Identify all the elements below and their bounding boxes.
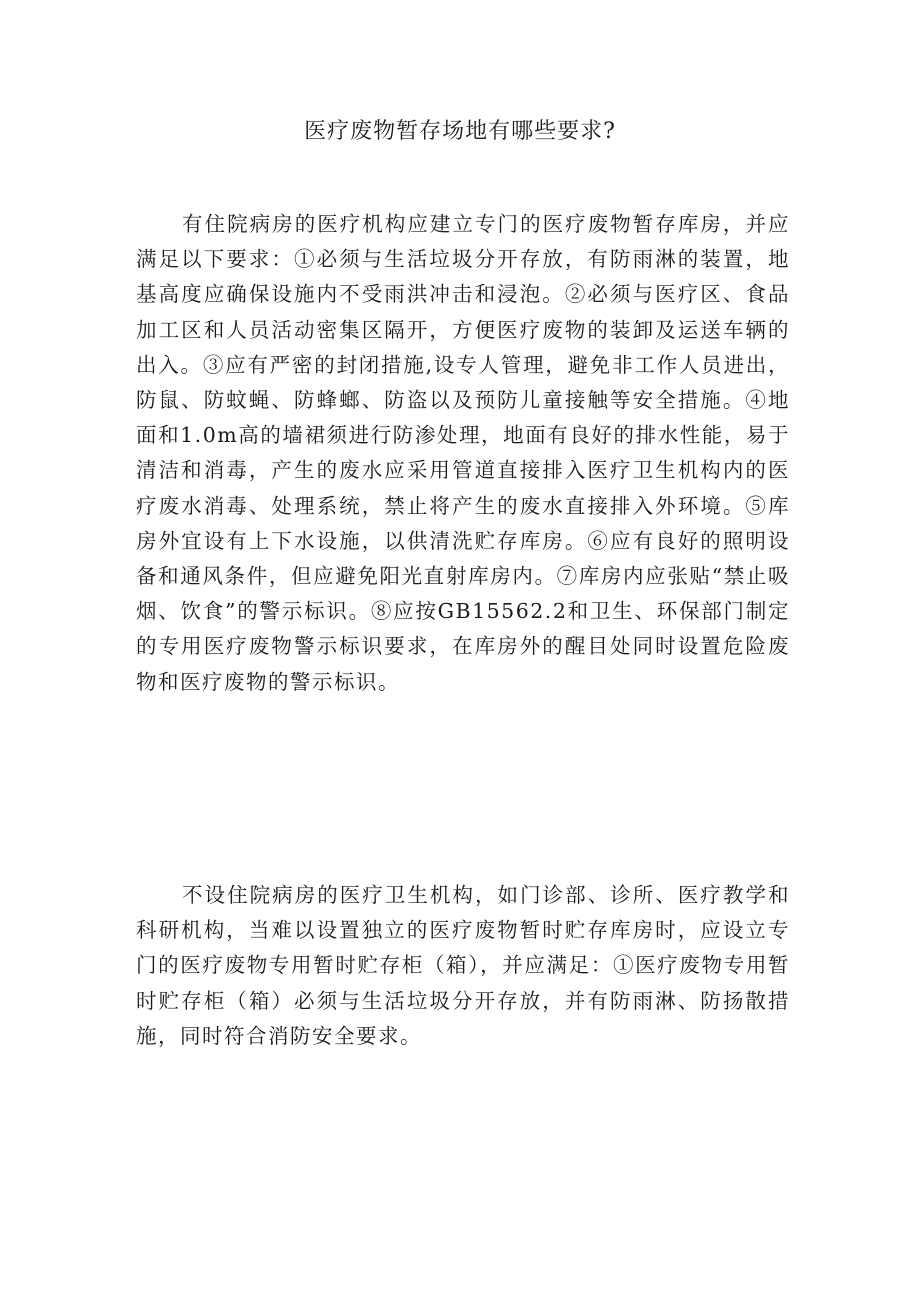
paragraph-storage-cabinet-requirements: 不设住院病房的医疗卫生机构，如门诊部、诊所、医疗教学和科研机构，当难以设置独立的医疗废物暂时贮存库房时，应设立专门的医疗废物专用暂时贮存柜（箱），并应满足：①医疗废物专用暂时贮存柜（箱）必须与生活垃圾分开存放，并有防雨淋、防扬散措施，同时符合消防安全要求。	[136, 883, 790, 1048]
paragraph-storage-room-requirements: 有住院病房的医疗机构应建立专门的医疗废物暂存库房，并应满足以下要求：①必须与生活垃圾分开存放，有防雨淋的装置，地基高度应确保设施内不受雨洪冲击和浸泡。②必须与医疗区、食品加工区和人员活动密集区隔开，方便医疗废物的装卸及运送车辆的出入。③应有严密的封闭措施,设专人管理，避免非工作人员进出，防鼠、防蚊蝇、防蜂螂、防盗以及预防儿童接触等安全措施。④地面和1.0m高的墙裙须进行防渗处理，地面有良好的排水性能，易于清洁和消毒，产生的废水应采用管道直接排入医疗卫生机构内的医疗废水消毒、处理系统，禁止将产生的废水直接排入外环境。⑤库房外宜设有上下水设施，以供清洗贮存库房。⑥应有良好的照明设备和通风条件，但应避免阳光直射库房内。⑦库房内应张贴“禁止吸烟、饮食”的警示标识。⑧应按GB15562.2和卫生、环保部门制定的专用医疗废物警示标识要求，在库房外的醒目处同时设置危险废物和医疗废物的警示标识。	[136, 212, 790, 694]
document-title: 医疗废物暂存场地有哪些要求?	[304, 119, 616, 144]
